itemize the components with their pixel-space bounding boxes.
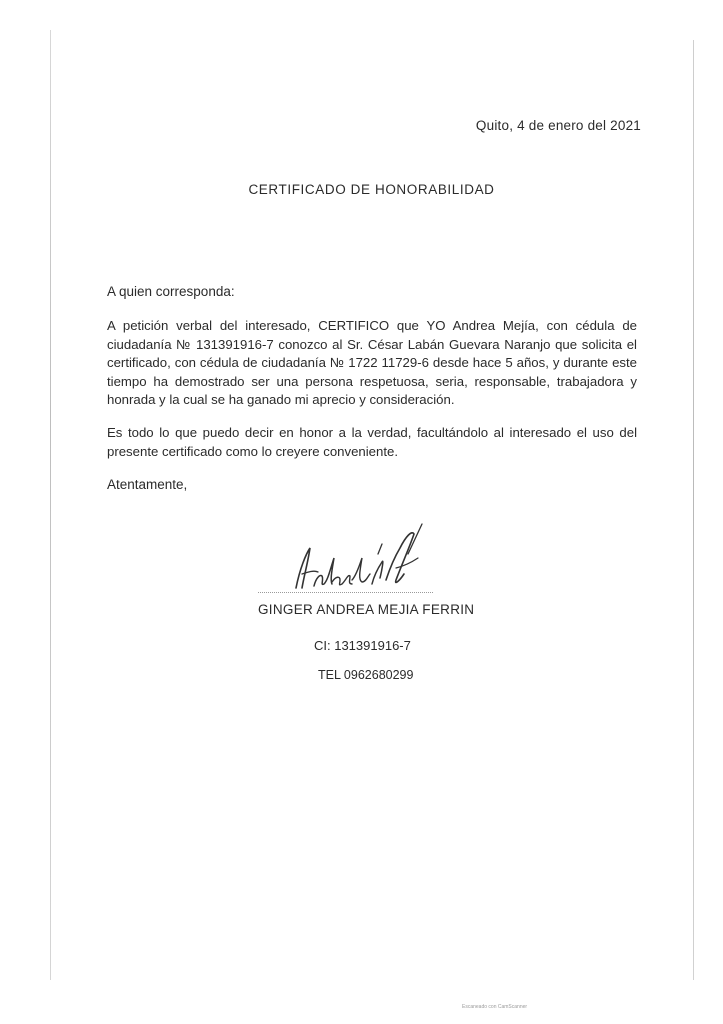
scan-edge-right: [693, 40, 694, 980]
handwritten-signature: [258, 518, 448, 602]
body-paragraph-2: Es todo lo que puedo decir en honor a la verdad, facultándolo al interesado el uso del presente certificado como lo creyere conveniente.: [107, 425, 637, 459]
closing-salutation: Atentamente,: [107, 477, 188, 492]
signer-id-number: CI: 131391916-7: [314, 638, 411, 653]
scanner-watermark: Escaneado con CamScanner: [462, 1004, 528, 1010]
letter-date: Quito, 4 de enero del 2021: [475, 118, 641, 133]
signer-name: GINGER ANDREA MEJIA FERRIN: [258, 602, 475, 617]
scan-edge-left: [50, 30, 51, 980]
signer-phone: TEL 0962680299: [318, 668, 414, 682]
greeting: A quien corresponda:: [107, 284, 235, 299]
body-paragraph-1: A petición verbal del interesado, CERTIFICO que YO Andrea Mejía, con cédula de ciudadanía № 131391916-7 conozco al Sr. César Labán Guevara Naranjo que solicita el certificado, con cédula de ciudadanía № 1722 11729-6 desde hace 5 años, y durante este tiempo ha demostrado ser una persona respetuosa, seria, responsable, trabajadora y honrada y la cual se ha ganado mi aprecio y consideración.: [107, 318, 637, 407]
signature-line: [258, 592, 433, 594]
document-title: CERTIFICADO DE HONORABILIDAD: [248, 182, 495, 197]
